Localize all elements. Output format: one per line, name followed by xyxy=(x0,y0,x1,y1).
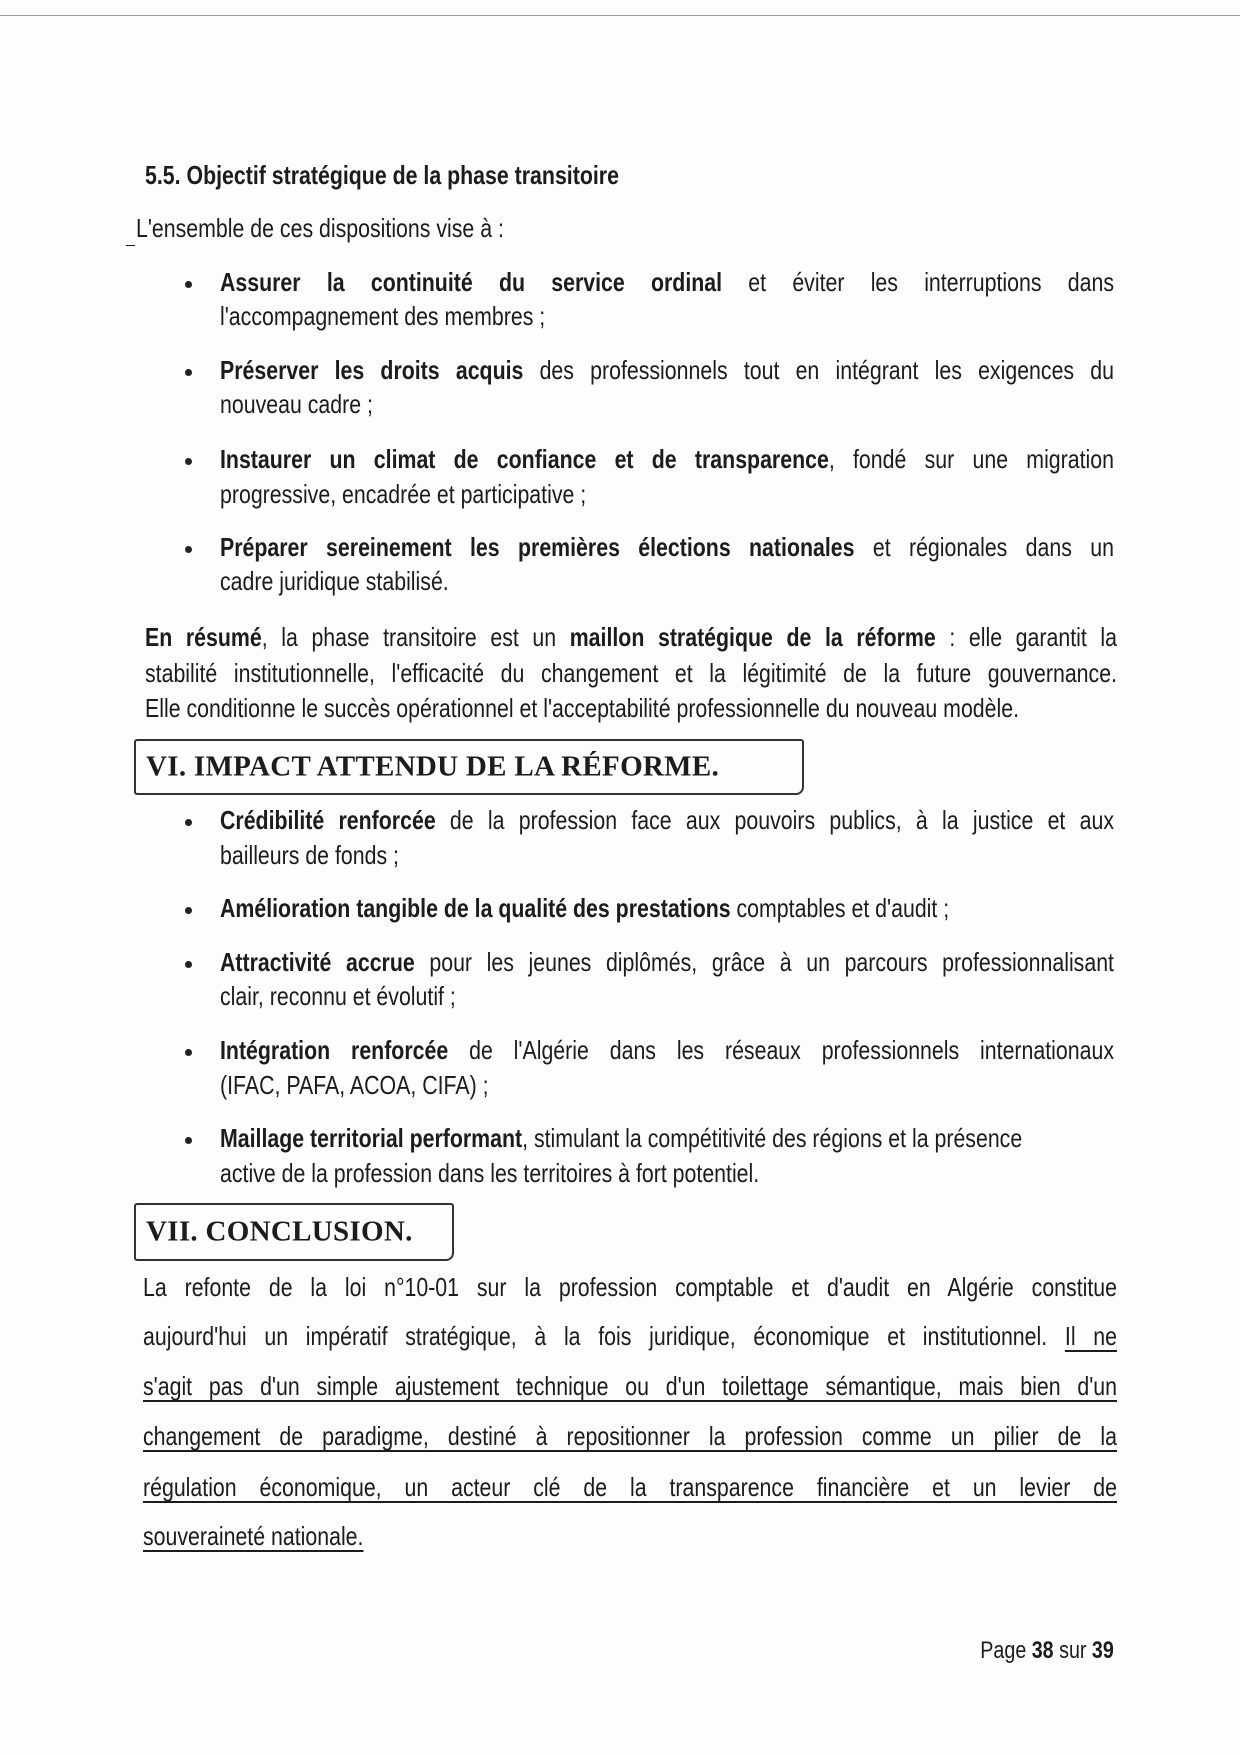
underlined-text: souveraineté nationale. xyxy=(143,1521,364,1551)
text-run: de l'Algérie dans les réseaux professionnels internationaux xyxy=(448,1035,1114,1065)
summary-line xyxy=(145,621,1117,653)
bold-text: Préparer sereinement les premières élections nationales xyxy=(220,532,855,562)
intro-text: L'ensemble de ces dispositions vise à : xyxy=(136,213,504,243)
text-run: cadre juridique stabilisé. xyxy=(220,566,449,596)
text-run: , stimulant la compétitivité des régions et la présence xyxy=(522,1123,1023,1153)
bullet-icon xyxy=(185,961,192,968)
text-run: clair, reconnu et évolutif ; xyxy=(220,981,456,1011)
text-run: La refonte de la loi n°10-01 sur la profession comptable et d'audit en Algérie constitue xyxy=(143,1272,1117,1302)
bold-text: Maillage territorial performant xyxy=(220,1123,523,1153)
bullet-item-line xyxy=(220,388,373,420)
summary-line xyxy=(145,657,1117,689)
bullet-item-line xyxy=(220,531,1114,563)
bold-text: Instaurer un climat de confiance et de transparence xyxy=(220,444,829,474)
bullet-item-line xyxy=(220,354,1114,386)
bullet-item-line xyxy=(220,478,586,510)
bullet-icon xyxy=(185,546,192,553)
bullet-icon xyxy=(185,819,192,826)
section-vii-heading: VII. CONCLUSION. xyxy=(146,1215,413,1248)
impact-item-line xyxy=(220,1122,1022,1154)
bullet-icon xyxy=(185,907,192,914)
impact-item-line xyxy=(220,946,1114,978)
text-run: nouveau cadre ; xyxy=(220,389,373,419)
bullet-item-line xyxy=(220,300,545,332)
bullet-icon xyxy=(185,458,192,465)
impact-item-line xyxy=(220,1069,489,1101)
text-run: bailleurs de fonds ; xyxy=(220,840,399,870)
page-number xyxy=(980,1637,1114,1665)
text-run: et régionales dans un xyxy=(854,532,1114,562)
underlined-text: s'agit pas d'un simple ajustement technique ou d'un toilettage sémantique, mais bien d'un xyxy=(143,1371,1117,1401)
text-run: pour les jeunes diplômés, grâce à un parcours professionnalisant xyxy=(414,947,1114,977)
underlined-text: changement de paradigme, destiné à repositionner la profession comme un pilier de la xyxy=(143,1421,1117,1451)
section-5-5-heading: 5.5. Objectif stratégique de la phase transitoire xyxy=(145,160,619,190)
bullet-icon xyxy=(185,281,192,288)
impact-item-line xyxy=(220,804,1114,836)
conclusion-line xyxy=(143,1271,1117,1303)
text-run: , la phase transitoire est un xyxy=(261,622,570,652)
bold-text: Intégration renforcée xyxy=(220,1035,449,1065)
bullet-icon xyxy=(185,1137,192,1144)
section-vi-heading-box xyxy=(134,739,804,795)
underlined-text: régulation économique, un acteur clé de la transparence financière et un levier de xyxy=(143,1472,1117,1502)
conclusion-line xyxy=(143,1471,1117,1503)
bullet-item-line xyxy=(220,565,449,597)
bullet-item-line xyxy=(220,266,1114,298)
conclusion-line xyxy=(143,1520,363,1552)
conclusion-line xyxy=(143,1420,1117,1452)
conclusion-line xyxy=(143,1320,1117,1352)
text-run: Elle conditionne le succès opérationnel et l'acceptabilité professionnelle du nouveau modèle. xyxy=(145,693,1020,723)
page-total: 39 xyxy=(1092,1637,1114,1664)
text-run: progressive, encadrée et participative ; xyxy=(220,479,587,509)
text-run: (IFAC, PAFA, ACOA, CIFA) ; xyxy=(220,1070,489,1100)
text-run: , fondé sur une migration xyxy=(828,444,1114,474)
text-run: stabilité institutionnelle, l'efficacité du changement et la légitimité de la future gouvernance. xyxy=(145,658,1117,688)
text-run: active de la profession dans les territoires à fort potentiel. xyxy=(220,1158,760,1188)
text-run: et éviter les interruptions dans xyxy=(722,267,1114,297)
page-current: 38 xyxy=(1031,1637,1054,1664)
bold-text: Préserver les droits acquis xyxy=(220,355,524,385)
section-vi-heading: VI. IMPACT ATTENDU DE LA RÉFORME. xyxy=(146,750,720,783)
bold-text: En résumé xyxy=(145,622,262,652)
bullet-icon xyxy=(185,1049,192,1056)
page-sep: sur xyxy=(1053,1637,1093,1664)
bold-text: maillon stratégique de la réforme xyxy=(569,622,936,652)
text-run: : elle garantit la xyxy=(935,622,1117,652)
page-label: Page xyxy=(980,1637,1032,1664)
impact-item-line xyxy=(220,1157,759,1189)
impact-item-line xyxy=(220,1034,1114,1066)
text-run: des professionnels tout en intégrant les exigences du xyxy=(523,355,1114,385)
text-run: de la profession face aux pouvoirs publics, à la justice et aux xyxy=(435,805,1114,835)
impact-item-line xyxy=(220,980,456,1012)
text-run: comptables et d'audit ; xyxy=(730,893,950,923)
section-vii-heading-box xyxy=(134,1203,454,1261)
top-rule xyxy=(0,15,1240,16)
bullet-item-line xyxy=(220,443,1114,475)
conclusion-line xyxy=(143,1370,1117,1402)
bold-text: Crédibilité renforcée xyxy=(220,805,436,835)
bold-text: Attractivité accrue xyxy=(220,947,415,977)
text-run: l'accompagnement des membres ; xyxy=(220,301,546,331)
bullet-icon xyxy=(185,369,192,376)
underlined-text: Il ne xyxy=(1064,1321,1117,1351)
bold-text: Assurer la continuité du service ordinal xyxy=(220,267,723,297)
summary-line xyxy=(145,692,1019,724)
impact-item-line xyxy=(220,839,399,871)
impact-item-line xyxy=(220,892,949,924)
bold-text: Amélioration tangible de la qualité des prestations xyxy=(220,893,731,923)
text-run: aujourd'hui un impératif stratégique, à la fois juridique, économique et institutionnel. xyxy=(143,1321,1065,1351)
intro-mark: _ xyxy=(126,230,135,247)
